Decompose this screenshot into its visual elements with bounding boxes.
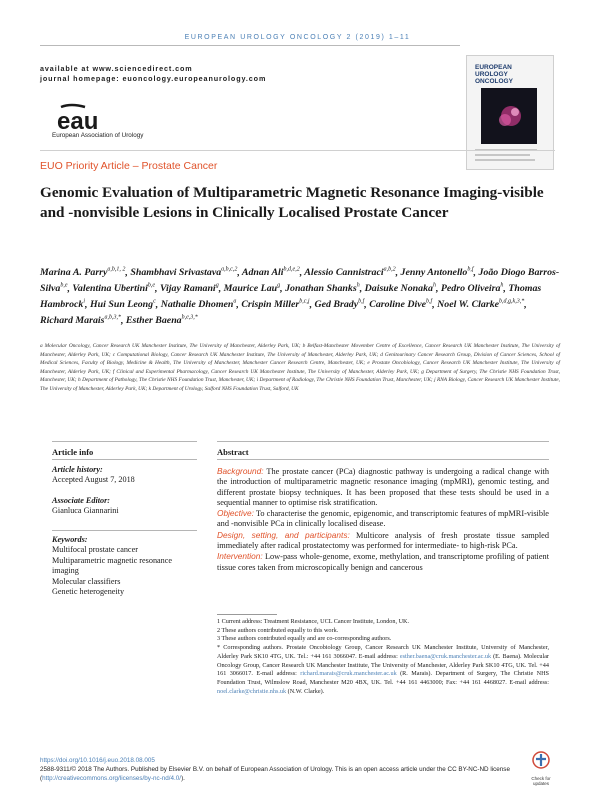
keywords-block xyxy=(52,535,197,597)
journal-homepage[interactable]: journal homepage: euoncology.europeanurology.com xyxy=(40,74,267,83)
availability-block xyxy=(40,64,266,84)
author xyxy=(126,315,198,326)
author-name: Adnan Ali xyxy=(241,267,284,279)
associate-editor xyxy=(52,496,197,517)
footnote-1: 1 Current address: Treatment Resistance, UCL Cancer Institute, London, UK. xyxy=(217,618,410,625)
cover-title: EUROPEAN UROLOGY ONCOLOGY xyxy=(475,64,513,85)
author-name: Thomas Hambrock xyxy=(40,283,542,311)
author-name: João Diogo Barros-Silva xyxy=(40,267,560,295)
corresponding-authors xyxy=(217,644,549,696)
email-baena-link[interactable]: esther.baena@cruk.manchester.ac.uk xyxy=(399,652,492,660)
author-name: Richard Marais xyxy=(40,314,105,326)
author-name: Marina A. Parry xyxy=(40,267,108,279)
author xyxy=(161,299,237,310)
background-label: Background: xyxy=(217,466,264,476)
author-list: Marina A. Parry$^{a,b,1, 2}$, Shambhavi Srivastava$^{a,b,c,2}$, Adnan Ali$^{b,d,e,2}$, Alessio Cannistraci$^{a,b,2}$, Jenny Antonello$^{b,f}$, João Diogo Barros-Silva$^{b,e}$, Valentina Ubertini$^{b,e}$, Vijay Ramani$^g$, Maurice Lau$^g$, Jonathan Shanks$^h$, Daisuke Nonaka$^h$, Pedro Oliveira$^h$, Thomas Hambrock$^i$, Hui Sun Leong$^c$, Nathalie Dhomen$^a$, Crispin Miller$^{b,c,j}$, Ged Brady$^{b,f}$, Caroline Dive$^{b,f}$, Noel W. Clarke$^{b,d,g,k,3,*}$, Richard Marais$^{a,b,3,*}$, Esther Baena$^{b,e,3,*}$ xyxy=(40,267,560,326)
author-name: Valentina Ubertini xyxy=(72,283,148,295)
author xyxy=(369,299,432,310)
keyword: Genetic heterogeneity xyxy=(52,587,125,597)
corr-text: (E. Baena). Molecular Oncology Group, Cancer Research UK Manchester Institute, The University of Manchester, Alderley Park SK10 4TG, UK. Tel. +44 161 3066017. E-mail address: xyxy=(217,652,549,678)
journal-header: EUROPEAN UROLOGY ONCOLOGY 2 (2019) 1–11 xyxy=(184,34,411,41)
logo-text: eau xyxy=(57,108,99,133)
author-name: Hui Sun Leong xyxy=(89,299,154,311)
footnote-3: 3 These authors contributed equally and are co-corresponding authors. xyxy=(217,635,392,643)
author-name: Jenny Antonello xyxy=(400,267,468,279)
intervention-text: Low-pass whole-genome, exome, methylation, and transcriptome profiling of patient tissue cores taken from microscopically benign and cancerous xyxy=(217,552,549,572)
author-name: Daisuke Nonaka xyxy=(364,283,433,295)
author-affiliation-marks: h xyxy=(356,282,360,289)
keyword: Molecular classifiers xyxy=(52,576,121,586)
author-affiliation-marks: b,e,3,* xyxy=(181,314,198,321)
author xyxy=(365,283,436,294)
article-info-heading: Article info xyxy=(52,447,94,457)
history-value: Accepted August 7, 2018 xyxy=(52,475,135,485)
author xyxy=(315,299,365,310)
author-name: Noel W. Clarke xyxy=(437,299,500,311)
affiliations: a Molecular Oncology, Cancer Research UK Manchester Institute, The University of Manchester, Alderley Park, UK; b Belfast-Manchester Movember Centre of Excellence, Cancer Research UK Manchester Institute, The University of Manchester, Alderley Park, UK; c Computational Biology, Cancer Research UK Manchester Institute, The University of Manchester, Alderley Park, UK; d Genitourinary Cancer Research Group, Division of Cancer Sciences, School of Medical Sciences, Faculty of Biology, Medicine & Health, The University of Manchester, Manchester Cancer Research Centre, Manchester, UK; e Prostate Oncobiology, Cancer Research UK Manchester Institute, The University of Manchester, Alderley Park, UK; f Clinical and Experimental Pharmacology, Cancer Research UK Manchester Institute, The University of Manchester, Alderley Park, UK; g Department of Surgery, The Christie NHS Foundation Trust, Manchester, UK; h Department of Pathology, The Christie NHS Foundation Trust, Manchester, UK; i Department of Radiology, The Christie NHS Foundation Trust, Manchester, UK; j RNA Biology, Cancer Research UK Manchester Institute, The University of Manchester, Alderley Park, UK; k Department of Urology, Salford NHS Foundation Trust, Salford, UK xyxy=(40,343,560,392)
author-name: Ged Brady xyxy=(314,299,359,311)
author-affiliation-marks: c xyxy=(153,298,156,305)
keywords-label: Keywords: xyxy=(52,535,88,544)
crossmark-badge[interactable] xyxy=(527,751,555,785)
author-affiliation-marks: a xyxy=(233,298,237,305)
author xyxy=(437,299,524,310)
editor-label: Associate Editor: xyxy=(52,496,110,505)
crossmark-icon xyxy=(532,751,550,771)
keywords-rule xyxy=(52,530,197,531)
author-affiliation-marks: b,f xyxy=(426,298,433,305)
author xyxy=(304,267,395,278)
author xyxy=(241,299,309,310)
design-label: Design, setting, and participants: xyxy=(217,529,350,540)
keyword: Multifocal prostate cancer xyxy=(52,545,138,555)
design-text: Multicore analysis of fresh prostate tissue sampled immediately after radical prostatectomy was performed for intermediate- to high-risk PCa. xyxy=(217,530,550,551)
author-name: Vijay Ramani xyxy=(159,283,216,295)
author-affiliation-marks: h xyxy=(432,282,436,289)
author-affiliation-marks: i xyxy=(83,298,86,305)
author-affiliation-marks: a,b,2 xyxy=(383,267,396,273)
author-affiliation-marks: b,f xyxy=(467,267,474,273)
license-link[interactable]: http://creativecommons.org/licenses/by-nc-nd/4.0/ xyxy=(42,774,182,782)
author-name: Alessio Cannistraci xyxy=(304,267,384,279)
author-name: Pedro Oliveira xyxy=(440,283,501,295)
author-affiliation-marks: b,d,e,2 xyxy=(283,267,300,273)
objective-label: Objective: xyxy=(217,508,254,519)
author xyxy=(130,267,237,278)
footnote-2: 2 These authors contributed equally to this work. xyxy=(217,626,339,634)
author-affiliation-marks: b,c,j xyxy=(299,298,310,305)
footnotes xyxy=(217,618,549,696)
email-clarke-link[interactable]: noel.clarke@christie.nhs.uk xyxy=(217,687,287,695)
footnote-rule xyxy=(217,614,277,615)
cover-text-line xyxy=(475,154,530,156)
info-top-rule xyxy=(52,441,197,442)
author-affiliation-marks: g xyxy=(277,282,281,289)
doi-link[interactable]: https://doi.org/10.1016/j.euo.2018.08.005 xyxy=(40,757,155,764)
cover-text-line xyxy=(475,159,535,161)
abstract-heading: Abstract xyxy=(217,447,249,457)
intervention-label: Intervention: xyxy=(217,551,263,562)
author-name: Nathalie Dhomen xyxy=(160,299,234,311)
author-name: Jonathan Shanks xyxy=(285,283,357,295)
author xyxy=(40,267,125,278)
author-affiliation-marks: h xyxy=(500,282,504,289)
copyright xyxy=(40,766,520,783)
article-title: Genomic Evaluation of Multiparametric Magnetic Resonance Imaging-visible and -nonvisible Lesions in Clinically Localised Prostate Cancer xyxy=(40,184,544,221)
author xyxy=(401,267,474,278)
author-affiliation-marks: b,e xyxy=(147,282,156,289)
corr-text: (R. Marais). Department of Surgery, The Christie NHS Foundation Trust, Wilmslow Road, Manchester M20 4BX, UK. Tel. +44 161 4463000; Fax: +44 161 4468027. E-mail address: xyxy=(217,670,549,686)
available-online[interactable]: available at www.sciencedirect.com xyxy=(40,64,193,73)
header-rule xyxy=(40,45,460,46)
copyright-text-end: ). xyxy=(181,774,185,782)
author xyxy=(441,283,504,294)
author-name: Esther Baena xyxy=(125,314,182,326)
author xyxy=(285,283,360,294)
author-affiliation-marks: a,b,3,* xyxy=(104,314,121,321)
journal-cover[interactable] xyxy=(466,55,554,170)
author-affiliation-marks: g xyxy=(215,282,219,289)
background-text: The prostate cancer (PCa) diagnostic pathway is undergoing a radical change with the introduction of multiparametric magnetic resonance imaging (mpMRI), genomic testing, and different prostate biopsy techniques. It has been proposed that these tests should be used in a sequential manner to optimise risk stratification. xyxy=(217,467,549,507)
cover-image xyxy=(481,88,537,144)
keyword: Multiparametric magnetic resonance imaging xyxy=(52,555,173,576)
history-label: Article history: xyxy=(52,465,103,474)
article-category: EUO Priority Article – Prostate Cancer xyxy=(40,160,218,172)
crossmark-label: Check for updates xyxy=(531,776,551,786)
author xyxy=(40,315,121,326)
author xyxy=(224,283,281,294)
author-name: Caroline Dive xyxy=(369,299,427,311)
abstract-top-rule xyxy=(217,441,549,442)
author-name: Maurice Lau xyxy=(223,283,278,295)
author-affiliation-marks: a,b,1, 2 xyxy=(107,267,126,273)
corr-text: (N.W. Clarke). xyxy=(287,687,325,695)
objective-text: To characterise the genomic, epigenomic, and transcriptomic features of mpMRI-visible and -nonvisible PCa in clinically localised disease. xyxy=(217,509,549,529)
abstract-body xyxy=(217,466,549,573)
abstract-head-rule xyxy=(217,459,549,460)
author xyxy=(72,283,155,294)
author xyxy=(242,267,300,278)
author-name: Crispin Miller xyxy=(241,299,300,311)
email-marais-link[interactable]: richard.marais@cruk.manchester.ac.uk xyxy=(300,670,397,678)
info-head-rule xyxy=(52,459,197,460)
logo-subtitle: European Association of Urology xyxy=(52,132,144,139)
article-history xyxy=(52,465,197,486)
author xyxy=(160,283,219,294)
editor-value: Gianluca Giannarini xyxy=(52,506,119,516)
eau-logo[interactable] xyxy=(55,103,125,133)
author-affiliation-marks: b,f xyxy=(358,298,365,305)
corr-text: * Corresponding authors. Prostate Oncobiology Group, Cancer Research UK Manchester Institute, University of Manchester, Alderley Park SK10 4TG, UK. Tel.: +44 161 3066047. E-mail address: xyxy=(217,644,549,660)
author-affiliation-marks: b,d,g,k,3,* xyxy=(499,298,525,305)
section-rule xyxy=(40,150,555,151)
author-affiliation-marks: b,e xyxy=(60,282,68,289)
author xyxy=(90,299,156,310)
copyright-text: 2588-9311/© 2018 The Authors. Published by Elsevier B.V. on behalf of European Association of Urology. This is an open access article under the CC BY-NC-ND license ( xyxy=(40,766,510,782)
author-affiliation-marks: a,b,c,2 xyxy=(221,267,238,273)
author-name: Shambhavi Srivastava xyxy=(130,267,222,279)
